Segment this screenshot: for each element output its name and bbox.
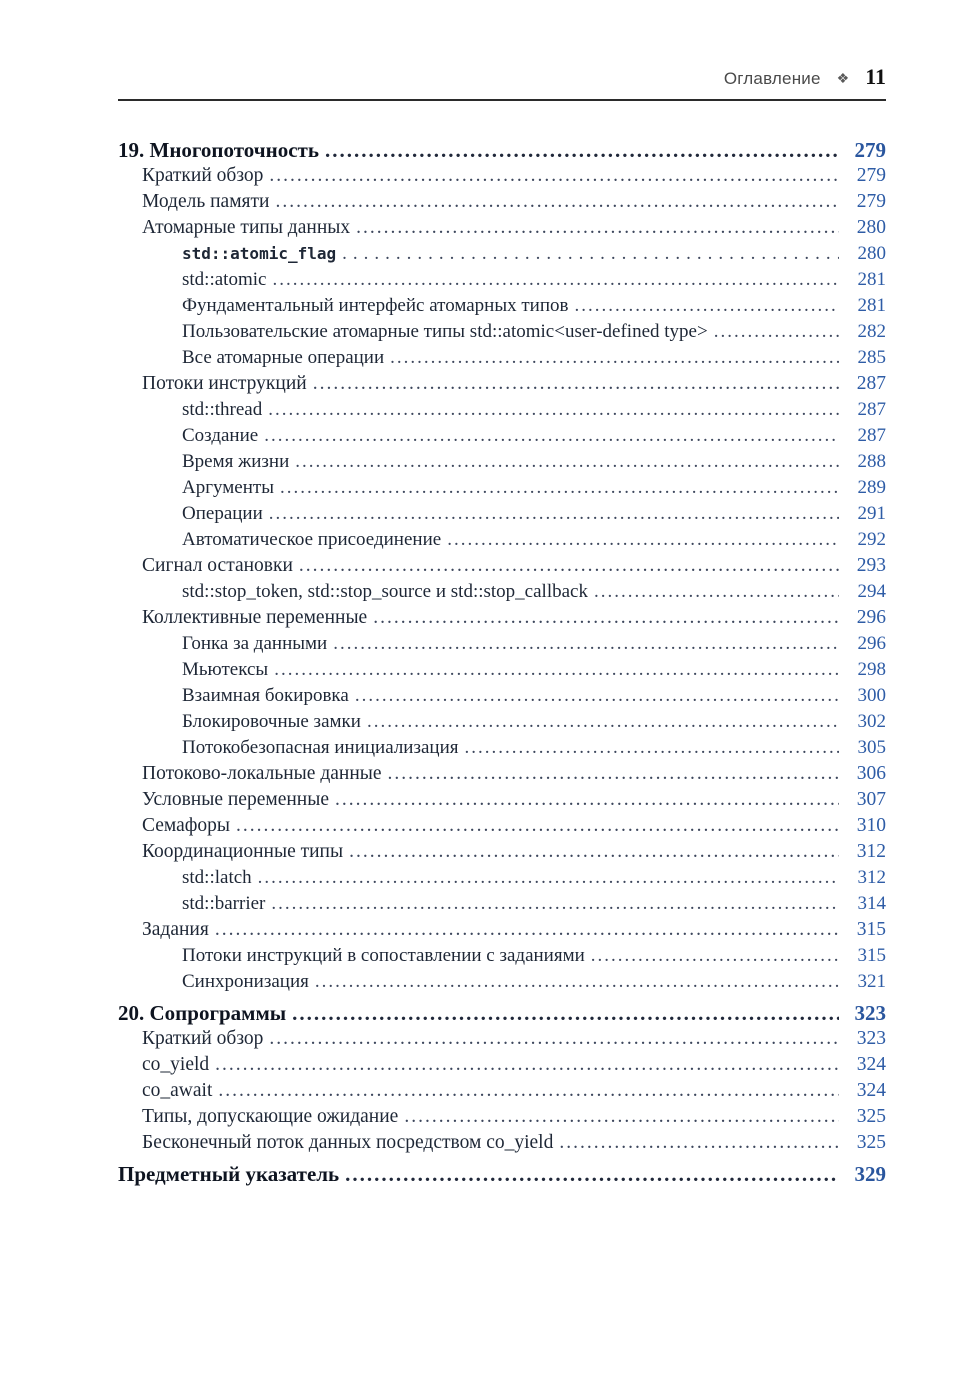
toc-entry-page: 294 <box>857 581 886 602</box>
toc-entry-page: 312 <box>857 867 886 888</box>
toc-entry-title: Семафоры <box>142 815 230 836</box>
dot-leader <box>388 761 839 787</box>
toc-entry-page: 300 <box>857 685 886 706</box>
dot-leader <box>271 891 839 917</box>
toc-entry-page: 314 <box>857 893 886 914</box>
toc-entry-title: Потоки инструкций <box>142 373 307 394</box>
toc-entry-title: std::barrier <box>182 893 266 914</box>
toc-entry-title: Пользовательские атомарные типы std::atomic<user-defined type> <box>182 321 708 342</box>
toc-entry-page: 324 <box>856 1054 886 1075</box>
toc-entry-title: Мьютексы <box>182 659 269 680</box>
toc-entry-page: 307 <box>856 789 886 810</box>
toc-entry-page: 321 <box>857 971 886 992</box>
dot-leader <box>342 241 839 267</box>
dot-leader <box>218 1078 839 1104</box>
dot-leader <box>295 449 839 475</box>
toc-entry-page: 282 <box>857 321 886 342</box>
toc-entry-page: 305 <box>857 737 886 758</box>
dot-leader <box>272 267 839 293</box>
toc-entry-page: 288 <box>857 451 886 472</box>
toc-entry-title: Типы, допускающие ожидание <box>142 1106 399 1127</box>
dot-leader <box>215 1052 839 1078</box>
dot-leader <box>574 293 839 319</box>
dot-leader <box>559 1130 839 1156</box>
toc-entry <box>182 241 886 267</box>
dot-leader <box>236 813 839 839</box>
toc-entry <box>182 293 886 319</box>
toc-entry-page: 291 <box>857 503 886 524</box>
toc-entry-page: 329 <box>854 1162 886 1186</box>
toc-entry-title: Фундаментальный интерфейс атомарных типов <box>182 295 569 316</box>
toc-entry-title: Потоки инструкций в сопоставлении с заданиями <box>182 945 585 966</box>
toc-entry-title: Задания <box>142 919 209 940</box>
toc-entry-title: Атомарные типы данных <box>142 217 351 238</box>
toc-entry <box>142 1078 886 1104</box>
toc-entry-page: 281 <box>857 269 886 290</box>
toc-entry-page: 296 <box>856 607 886 628</box>
toc-entry-title: Условные переменные <box>142 789 329 810</box>
toc-entry-page: 287 <box>857 425 886 446</box>
toc-entry-title: Аргументы <box>182 477 274 498</box>
toc-entry-title: Сигнал остановки <box>142 555 293 576</box>
toc-entry <box>142 189 886 215</box>
dot-leader <box>280 475 839 501</box>
toc-entry-page: 310 <box>856 815 886 836</box>
toc-entry <box>182 865 886 891</box>
dot-leader <box>264 423 839 449</box>
dot-leader <box>390 345 839 371</box>
toc-entry-page: 280 <box>857 243 886 264</box>
toc-entry <box>182 423 886 449</box>
dot-leader <box>299 553 839 579</box>
toc-entry <box>142 839 886 865</box>
toc-entry-title: Операции <box>182 503 263 524</box>
toc-entry <box>142 813 886 839</box>
dot-leader <box>269 1026 839 1052</box>
dot-leader <box>373 605 839 631</box>
dot-leader <box>355 683 839 709</box>
toc-entry-page: 279 <box>854 138 886 162</box>
toc-entry <box>182 397 886 423</box>
toc-entry <box>182 475 886 501</box>
toc-entry-page: 287 <box>857 399 886 420</box>
dot-leader <box>345 1161 839 1187</box>
toc-entry <box>142 215 886 241</box>
toc-entry-title: Предметный указатель <box>118 1162 340 1186</box>
toc-entry <box>182 657 886 683</box>
ornament-diamond-icon: ❖ <box>836 72 850 87</box>
toc-entry-title: 20. Сопрограммы <box>118 1001 287 1025</box>
toc-entry <box>182 345 886 371</box>
toc-entry <box>182 579 886 605</box>
toc-entry <box>142 371 886 397</box>
dot-leader <box>335 787 839 813</box>
dot-leader <box>269 501 839 527</box>
dot-leader <box>447 527 839 553</box>
toc-entry-page: 280 <box>856 217 886 238</box>
toc-entry-title: Синхронизация <box>182 971 309 992</box>
toc-entry-title: Блокировочные замки <box>182 711 361 732</box>
toc-entry <box>182 969 886 995</box>
toc-entry <box>182 527 886 553</box>
toc-entry-page: 306 <box>856 763 886 784</box>
toc-entry-title: Потоково-локальные данные <box>142 763 382 784</box>
dot-leader <box>349 839 839 865</box>
toc-entry-page: 312 <box>856 841 886 862</box>
toc-entry-title: Потокобезопасная инициализация <box>182 737 459 758</box>
toc-entry-page: 323 <box>856 1028 886 1049</box>
toc-entry-page: 302 <box>857 711 886 732</box>
toc-entry-page: 296 <box>857 633 886 654</box>
toc-entry <box>182 943 886 969</box>
toc-entry <box>182 267 886 293</box>
toc-entry-title: Автоматическое присоединение <box>182 529 442 550</box>
dot-leader <box>325 137 839 163</box>
dot-leader <box>404 1104 839 1130</box>
toc-entry <box>142 1052 886 1078</box>
dot-leader <box>215 917 839 943</box>
toc-entry <box>182 449 886 475</box>
toc-entry-title: Бесконечный поток данных посредством co_yield <box>142 1132 554 1153</box>
toc-entry <box>142 917 886 943</box>
section-label: Оглавление <box>723 69 821 88</box>
dot-leader <box>275 189 839 215</box>
dot-leader <box>292 1000 839 1026</box>
toc-entry <box>142 761 886 787</box>
dot-leader <box>594 579 839 605</box>
toc-entry <box>118 1161 886 1187</box>
toc-entry-title: std::thread <box>182 399 263 420</box>
toc-entry-page: 325 <box>856 1132 886 1153</box>
toc-entry-title: co_yield <box>142 1054 210 1075</box>
toc-entry <box>142 1104 886 1130</box>
page-number: 11 <box>865 64 886 89</box>
dot-leader <box>268 397 839 423</box>
dot-leader <box>591 943 839 969</box>
toc-entry <box>142 787 886 813</box>
toc-entry-page: 281 <box>857 295 886 316</box>
toc-entry-page: 285 <box>857 347 886 368</box>
toc-entry-title: Взаимная бокировка <box>182 685 349 706</box>
toc-entry-title: Краткий обзор <box>142 1028 264 1049</box>
toc-entry <box>142 553 886 579</box>
toc-entry-page: 315 <box>857 945 886 966</box>
dot-leader <box>258 865 839 891</box>
toc-entry <box>118 1000 886 1026</box>
toc-entry <box>182 709 886 735</box>
toc-entry-title: Коллективные переменные <box>142 607 368 628</box>
toc-entry-title: Создание <box>182 425 259 446</box>
toc-entry <box>142 163 886 189</box>
toc-entry-page: 315 <box>856 919 886 940</box>
toc-entry-title: std::stop_token, std::stop_source и std::stop_callback <box>182 581 588 602</box>
dot-leader <box>315 969 839 995</box>
toc-entry <box>182 319 886 345</box>
toc-entry <box>182 891 886 917</box>
toc-entry-page: 325 <box>856 1106 886 1127</box>
toc-entry-page: 323 <box>854 1001 886 1025</box>
toc-entry-page: 298 <box>857 659 886 680</box>
toc-entry-title: std::atomic_flag <box>182 244 337 263</box>
page-header <box>118 64 886 90</box>
toc-entry-title: 19. Многопоточность <box>118 138 319 162</box>
toc-entry <box>118 137 886 163</box>
toc-entry-title: std::latch <box>182 867 252 888</box>
dot-leader <box>333 631 839 657</box>
toc-entry-title: co_await <box>142 1080 213 1101</box>
toc-entry <box>182 631 886 657</box>
dot-leader <box>367 709 839 735</box>
toc-entry <box>182 683 886 709</box>
toc-entry <box>142 1130 886 1156</box>
dot-leader <box>356 215 839 241</box>
toc-entry-page: 279 <box>856 191 886 212</box>
dot-leader <box>465 735 840 761</box>
toc-entry-page: 279 <box>856 165 886 186</box>
toc-entry-page: 287 <box>856 373 886 394</box>
toc-entry-title: std::atomic <box>182 269 267 290</box>
toc-entry-page: 324 <box>856 1080 886 1101</box>
dot-leader <box>714 319 839 345</box>
toc-entry <box>142 1026 886 1052</box>
toc-entry <box>142 605 886 631</box>
dot-leader <box>269 163 839 189</box>
dot-leader <box>274 657 839 683</box>
toc-entry-page: 292 <box>857 529 886 550</box>
toc-entry-title: Все атомарные операции <box>182 347 385 368</box>
toc-entry <box>182 735 886 761</box>
toc-list <box>118 101 886 1187</box>
toc-entry-title: Координационные типы <box>142 841 344 862</box>
toc-entry <box>182 501 886 527</box>
toc-entry-title: Краткий обзор <box>142 165 264 186</box>
toc-entry-title: Гонка за данными <box>182 633 328 654</box>
toc-entry-page: 293 <box>856 555 886 576</box>
toc-entry-page: 289 <box>857 477 886 498</box>
toc-entry-title: Модель памяти <box>142 191 270 212</box>
toc-entry-title: Время жизни <box>182 451 290 472</box>
dot-leader <box>313 371 839 397</box>
